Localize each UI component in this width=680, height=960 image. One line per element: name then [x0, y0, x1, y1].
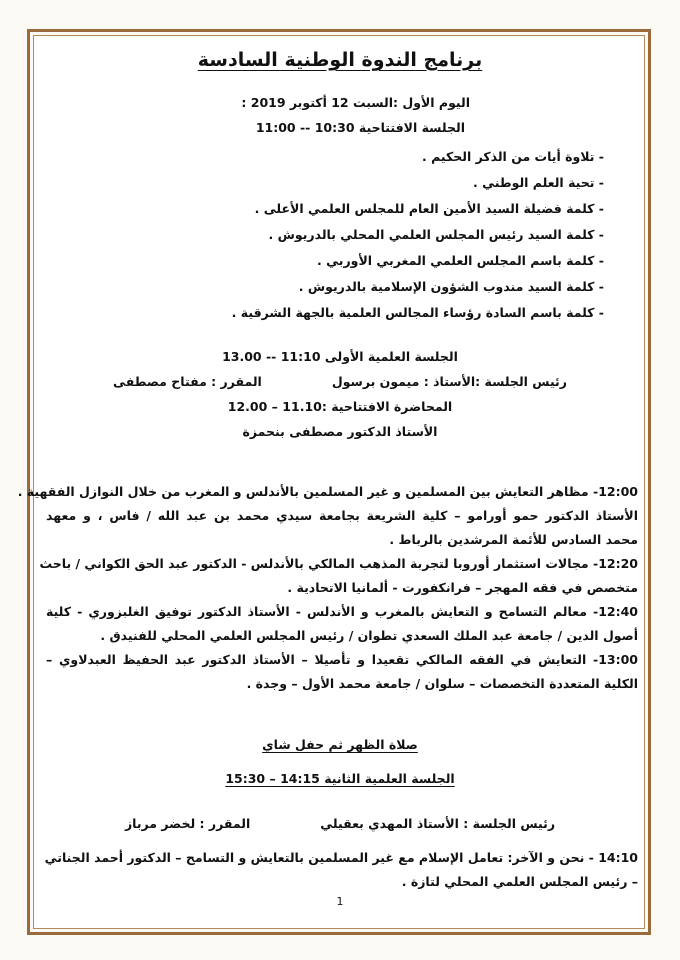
session2-rapporteur: المقرر : لخضر مرباز: [124, 816, 251, 831]
session2-officers: [40, 814, 640, 834]
talk-line: متخصص في فقه المهجر – فرانكفورت - ألمانيا الاتحادية .: [287, 580, 638, 595]
talk-line: الأستاذ الدكتور حمو أورامو – كلية الشريعة بجامعة سيدي محمد بن عبد الله / فاس ، و معهد: [46, 508, 638, 523]
talk-line: 12:00- مظاهر التعايش بين المسلمين و غير المسلمين بالأندلس و المغرب من خلال النوازل الفقهية .: [17, 484, 638, 499]
opening-item: - كلمة باسم المجلس العلمي المغربي الأوربي .: [317, 253, 604, 268]
document-title: برنامج الندوة الوطنية السادسة: [197, 49, 483, 71]
opening-lecturer: الأستاذ الدكتور مصطفى بنحمزة: [242, 424, 438, 439]
session1-officers: [40, 372, 640, 392]
opening-item: - تلاوة أيات من الذكر الحكيم .: [421, 149, 604, 164]
opening-lecture: المحاضرة الافتتاحية :11.10 – 12.00: [227, 399, 453, 414]
session1-heading: الجلسة العلمية الأولى 11:10 -- 13.00: [222, 349, 458, 364]
opening-item: - كلمة السيد رئيس المجلس العلمي المحلي بالدريوش .: [268, 227, 604, 242]
session2-chair: رئيس الجلسة : الأستاذ المهدي بعقيلي: [320, 816, 556, 831]
opening-item: - كلمة السيد مندوب الشؤون الإسلامية بالدريوش .: [298, 279, 604, 294]
opening-item: - كلمة باسم السادة رؤساء المجالس العلمية بالجهة الشرقية .: [231, 305, 604, 320]
opening-item: - كلمة فضيلة السيد الأمين العام للمجلس العلمي الأعلى .: [254, 201, 604, 216]
session1-rapporteur: المقرر : مفتاح مصطفى: [113, 374, 262, 389]
break-heading: صلاة الظهر ثم حفل شاي: [262, 737, 418, 752]
talk-line: الكلية المتعددة التخصصات – سلوان / جامعة محمد الأول – وجدة .: [246, 676, 638, 691]
opening-item: - تحية العلم الوطني .: [472, 175, 604, 190]
day1-date: اليوم الأول :السبت 12 أكتوبر 2019 :: [241, 95, 470, 110]
session1-chair: رئيس الجلسة :الأستاذ : ميمون برسول: [331, 374, 567, 389]
talk-line: 12:20- مجالات استثمار أوروبا لتجربة المذهب المالكي بالأندلس - الدكتور عبد الحق الكواني / باحث: [39, 556, 638, 571]
talk-line: – رئيس المجلس العلمي المحلي لتازة .: [401, 874, 638, 889]
opening-session-heading: الجلسة الافتتاحية 10:30 -- 11:00: [255, 120, 465, 135]
talk-line: 12:40- معالم التسامح و التعايش بالمغرب و الأندلس - الأستاذ الدكتور توفيق الغلبزوري - كلية: [46, 604, 638, 619]
talk-line: 13:00- التعايش في الفقه المالكي تقعيدا و تأصيلا – الأستاذ الدكتور عبد الحفيظ العبدلاوي –: [46, 652, 638, 667]
session2-heading: الجلسة العلمية الثانية 14:15 – 15:30: [225, 771, 455, 786]
page-number: 1: [336, 895, 344, 908]
talk-line: أصول الدين / جامعة عبد الملك السعدي تطوان / رئيس المجلس العلمي المحلي للفنيدق .: [100, 628, 638, 643]
talk-line: 14:10 - نحن و الآخر: تعامل الإسلام مع غير المسلمين بالتعايش و التسامح – الدكتور أحمد الجناتي: [44, 850, 638, 865]
talk-line: محمد السادس للأئمة المرشدين بالرباط .: [389, 532, 638, 547]
